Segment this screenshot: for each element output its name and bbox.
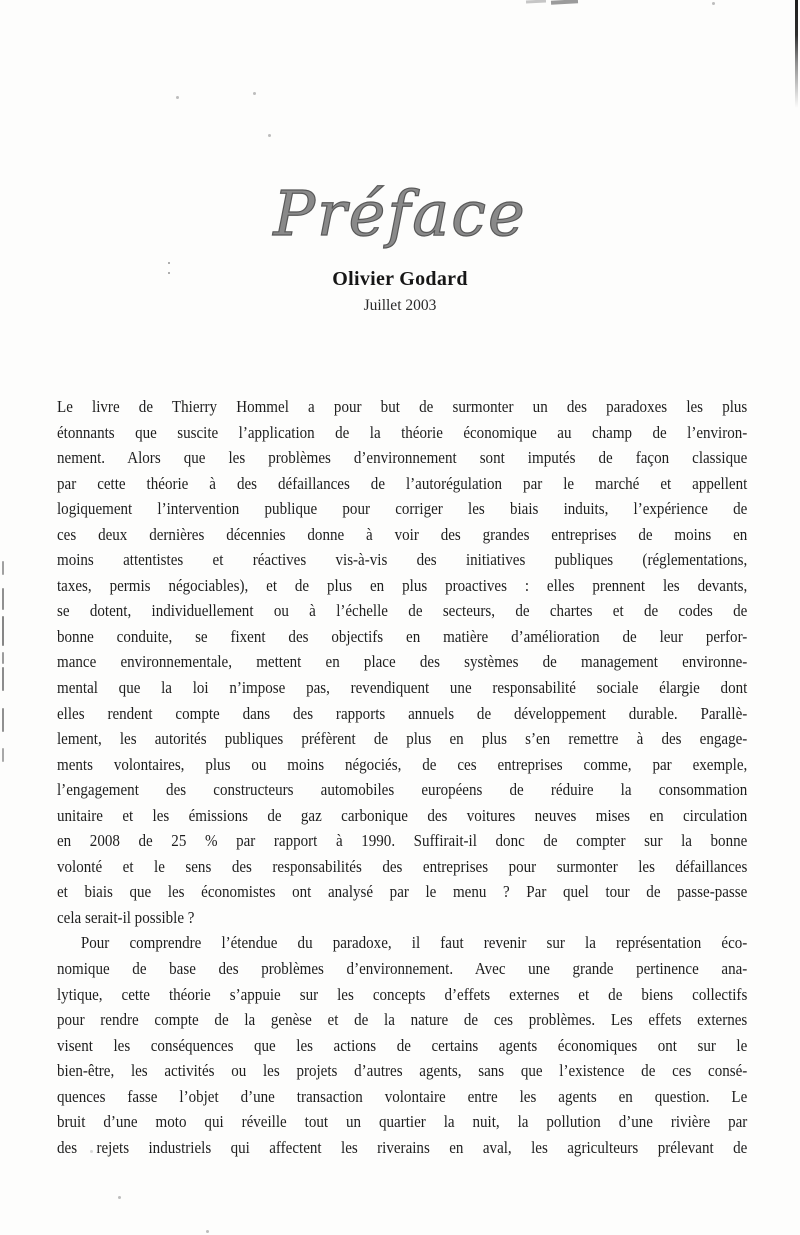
text-line: taxes, permis négociables), et de plus en plus proactives : elles prennent les devants,: [57, 575, 748, 595]
text-line: elles rendent compte dans des rapports annuels de développement durable. Parallè-: [57, 703, 748, 723]
chapter-heading: [0, 172, 800, 314]
text-line: lytique, cette théorie s’appuie sur les concepts d’effets externes et de biens collectifs: [57, 984, 748, 1004]
scan-artifact-dash: [551, 0, 578, 5]
text-line: Le livre de Thierry Hommel a pour but de surmonter un des paradoxes les plus: [57, 397, 748, 416]
text-line: cela serait-il possible ?: [57, 907, 195, 927]
paragraph: [57, 930, 747, 1160]
scan-margin-tick: [2, 588, 4, 610]
text-line: quences fasse l’objet d’une transaction volontaire entre les agents en question. Le: [57, 1086, 748, 1106]
text-line: lement, les autorités publiques préfèrent de plus en plus s’en remettre à des engage-: [57, 729, 748, 749]
scan-margin-tick: [2, 667, 4, 691]
scan-margin-tick: [2, 748, 4, 762]
text-line: mental que la loi n’impose pas, revendiquent une responsabilité sociale élargie dont: [57, 678, 748, 698]
page-title: Préface: [273, 177, 527, 250]
scan-margin-tick: [2, 561, 4, 575]
scan-artifact-dash: [526, 0, 546, 4]
scan-margin-tick: [2, 708, 4, 732]
text-line: des rejets industriels qui affectent les riverains en aval, les agriculteurs prélevant de: [57, 1137, 748, 1157]
text-line: par cette théorie à des défaillances de l’autorégulation par le marché et appellent: [57, 473, 748, 493]
text-line: en 2008 de 25 % par rapport à 1990. Suffirait-il donc de compter sur la bonne: [57, 831, 748, 851]
text-line: pour rendre compte de la genèse et de la nature de ces problèmes. Les effets externes: [57, 1010, 748, 1030]
scan-speck: [206, 1230, 209, 1233]
text-line: nomique de base des problèmes d’environnement. Avec une grande pertinence ana-: [57, 959, 748, 979]
body-text: [57, 394, 747, 1160]
scan-speck: [253, 92, 256, 95]
text-line: l’engagement des constructeurs automobiles européens de réduire la consommation: [57, 780, 748, 800]
text-line: nement. Alors que les problèmes d’environnement sont imputés de façon classique: [57, 448, 748, 468]
date-line: Juillet 2003: [363, 297, 437, 314]
paragraph: [57, 394, 747, 930]
author-name: Olivier Godard: [332, 268, 468, 290]
scan-margin-tick: [2, 652, 4, 664]
text-line: ments volontaires, plus ou moins négociés, de ces entreprises comme, par exemple,: [57, 754, 748, 774]
text-line: unitaire et les émissions de gaz carbonique des voitures neuves mises en circulation: [57, 805, 748, 825]
text-line: bruit d’une moto qui réveille tout un quartier la nuit, la pollution d’une rivière par: [57, 1112, 748, 1132]
text-line: et biais que les économistes ont analysé par le menu ? Par quel tour de passe-passe: [57, 882, 748, 902]
text-line: mance environnementale, mettent en place des systèmes de management environne-: [57, 652, 748, 672]
text-line: ces deux dernières décennies donne à voir des grandes entreprises de moins en: [57, 524, 748, 544]
scan-speck: [118, 1196, 121, 1199]
scan-speck: [176, 96, 179, 99]
scan-edge-line: [795, 0, 798, 108]
scan-speck: [712, 2, 715, 5]
scan-margin-tick: [2, 616, 4, 646]
text-line: Pour comprendre l’étendue du paradoxe, il faut revenir sur la représentation éco-: [80, 933, 748, 953]
text-line: moins attentistes et réactives vis-à-vis des initiatives publiques (réglementations,: [57, 550, 748, 570]
text-line: bonne conduite, se fixent des objectifs en matière d’amélioration de leur perfor-: [57, 626, 748, 646]
text-line: étonnants que suscite l’application de la théorie économique au champ de l’environ-: [57, 422, 748, 442]
text-line: bien-être, les activités ou les projets d’autres agents, sans que l’existence de ces consé-: [57, 1061, 748, 1081]
text-line: visent les conséquences que les actions de certains agents économiques ont sur le: [57, 1035, 748, 1055]
text-line: se dotent, individuellement ou à l’échelle de secteurs, de chartes et de codes de: [57, 601, 748, 621]
text-line: logiquement l’intervention publique pour corriger les biais induits, l’expérience de: [57, 499, 748, 519]
text-line: volonté et le sens des responsabilités des entreprises pour surmonter les défaillances: [57, 856, 748, 876]
scan-speck: [268, 134, 271, 137]
